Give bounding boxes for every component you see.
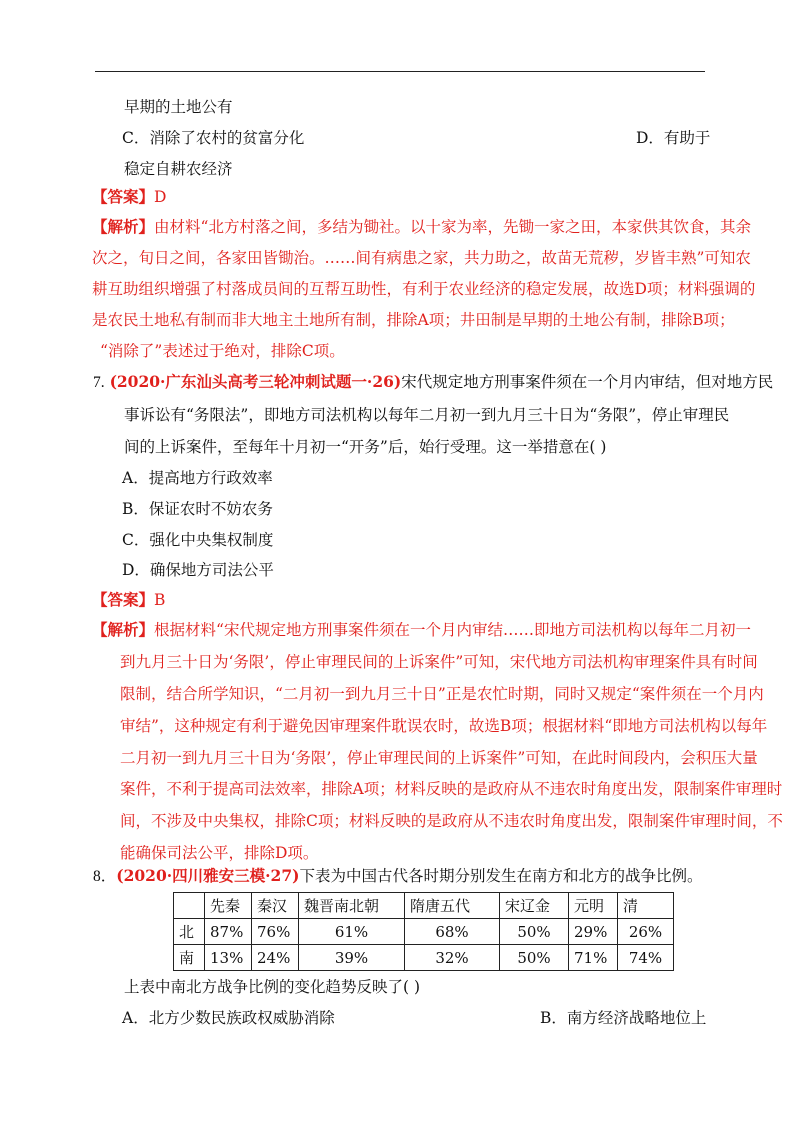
table-cell: 50% xyxy=(500,919,569,945)
table-header-cell: 秦汉 xyxy=(252,893,299,919)
q7-option-a: A．提高地方行政效率 xyxy=(122,469,273,487)
prev-analysis-line-4: 是农民土地私有制而非大地主土地所有制，排除A项；井田制是早期的土地公有制，排除B项； xyxy=(92,311,735,329)
q8-source: (2020·四川雅安三模·27) xyxy=(116,866,300,885)
table-cell: 13% xyxy=(205,945,252,971)
prev-analysis-line-1 xyxy=(92,217,751,237)
table-cell: 26% xyxy=(618,919,674,945)
table-cell: 24% xyxy=(252,945,299,971)
analysis-text: 根据材料“宋代规定地方刑事案件须在一个月内审结……即地方司法机构以每年二月初一 xyxy=(154,621,751,639)
header-rule xyxy=(95,71,705,72)
q7-analysis-line-4: 审结”，这种规定有利于避免因审理案件耽误农时，故选B项；根据材料“即地方司法机构以每年 xyxy=(120,717,768,735)
q7-analysis-line-7: 间，不涉及中央集权，排除C项；材料反映的是政府从不违农时角度出发，限制案件审理时间，不 xyxy=(120,812,783,830)
q7-stem-line-3: 间的上诉案件，至每年十月初一“开务”后，始行受理。这一举措意在( ) xyxy=(124,438,607,456)
q7-stem-text: 宋代规定地方刑事案件须在一个月内审结，但对地方民 xyxy=(401,373,774,391)
table-header-cell: 先秦 xyxy=(205,893,252,919)
table-cell: 32% xyxy=(405,945,500,971)
q8-option-b: B．南方经济战略地位上 xyxy=(540,1009,707,1027)
q7-answer xyxy=(92,590,165,610)
answer-tag: 【答案】 xyxy=(92,187,155,206)
table-header-cell: 隋唐五代 xyxy=(405,893,500,919)
q7-option-c: C．强化中央集权制度 xyxy=(122,531,274,549)
table-cell: 68% xyxy=(405,919,500,945)
q7-number: 7. xyxy=(93,374,105,391)
table-header-row xyxy=(174,893,674,919)
q7-option-d: D．确保地方司法公平 xyxy=(122,561,274,579)
prev-answer xyxy=(92,187,166,207)
table-row xyxy=(174,945,674,971)
table-cell: 61% xyxy=(299,919,405,945)
table-header-cell xyxy=(174,893,205,919)
q8-number: 8． xyxy=(93,868,117,885)
q7-analysis-line-5: 二月初一到九月三十日为‘务限’，停止审理民间的上诉案件”可知，在此时间段内，会积压大量 xyxy=(120,749,758,767)
table-cell: 87% xyxy=(205,919,252,945)
q8-option-a: A．北方少数民族政权威胁消除 xyxy=(122,1009,335,1027)
table-cell: 39% xyxy=(299,945,405,971)
table-cell: 76% xyxy=(252,919,299,945)
q7-stem-line-2: 事诉讼有“务限法”，即地方司法机构以每年二月初一到九月三十日为“务限”，停止审理民 xyxy=(124,406,730,424)
analysis-tag: 【解析】 xyxy=(92,620,155,639)
q7-stem-line-1 xyxy=(93,372,773,393)
table-header-cell: 宋辽金 xyxy=(500,893,569,919)
q8-stem xyxy=(93,866,702,887)
analysis-tag: 【解析】 xyxy=(92,217,155,236)
table-header-cell: 魏晋南北朝 xyxy=(299,893,405,919)
prev-option-d: D．有助于 xyxy=(636,129,711,147)
q7-analysis-line-1 xyxy=(92,620,751,640)
table-header-cell: 元明 xyxy=(569,893,618,919)
prev-option-line: 早期的土地公有 xyxy=(124,98,233,116)
prev-option-d-cont: 稳定自耕农经济 xyxy=(124,160,233,178)
prev-analysis-line-2: 次之，旬日之间，各家田皆锄治。……间有病患之家，共力助之，故苗无荒秽，岁皆丰熟”可知农 xyxy=(92,249,751,267)
q7-option-b: B．保证农时不妨农务 xyxy=(122,500,273,518)
table-cell: 南 xyxy=(174,945,205,971)
answer-value: B xyxy=(154,591,166,609)
q7-analysis-line-6: 案件，不利于提高司法效率，排除A项；材料反映的是政府从不违农时角度出发，限制案件审理时 xyxy=(120,780,783,798)
table-cell: 50% xyxy=(500,945,569,971)
q7-analysis-line-8: 能确保司法公平，排除D项。 xyxy=(120,844,319,862)
table-header-cell: 清 xyxy=(618,893,674,919)
q7-analysis-line-2: 到九月三十日为‘务限’，停止审理民间的上诉案件”可知，宋代地方司法机构审理案件具有时间 xyxy=(120,653,758,671)
prev-analysis-line-5: “消除了”表述过于绝对，排除C项。 xyxy=(100,342,345,360)
q8-stem-text: 下表为中国古代各时期分别发生在南方和北方的战争比例。 xyxy=(299,867,703,885)
table-cell: 北 xyxy=(174,919,205,945)
prev-option-c: C．消除了农村的贫富分化 xyxy=(122,129,305,147)
answer-value: D xyxy=(154,188,167,206)
table-cell: 71% xyxy=(569,945,618,971)
answer-tag: 【答案】 xyxy=(92,590,155,609)
q7-source: (2020·广东汕头高考三轮冲刺试题一·26) xyxy=(109,372,402,391)
q8-question: 上表中南北方战争比例的变化趋势反映了( ) xyxy=(124,978,421,996)
war-ratio-table xyxy=(173,892,674,971)
table-cell: 74% xyxy=(618,945,674,971)
prev-analysis-line-3: 耕互助组织增强了村落成员间的互帮互助性，有利于农业经济的稳定发展，故选D项；材料强调的 xyxy=(92,280,756,298)
q7-analysis-line-3: 限制，结合所学知识，“二月初一到九月三十日”正是农忙时期，同时又规定“案件须在一个月内 xyxy=(120,685,764,703)
analysis-text: 由材料“北方村落之间，多结为锄社。以十家为率，先锄一家之田，本家供其饮食，其余 xyxy=(154,218,751,236)
table-cell: 29% xyxy=(569,919,618,945)
table-row xyxy=(174,919,674,945)
